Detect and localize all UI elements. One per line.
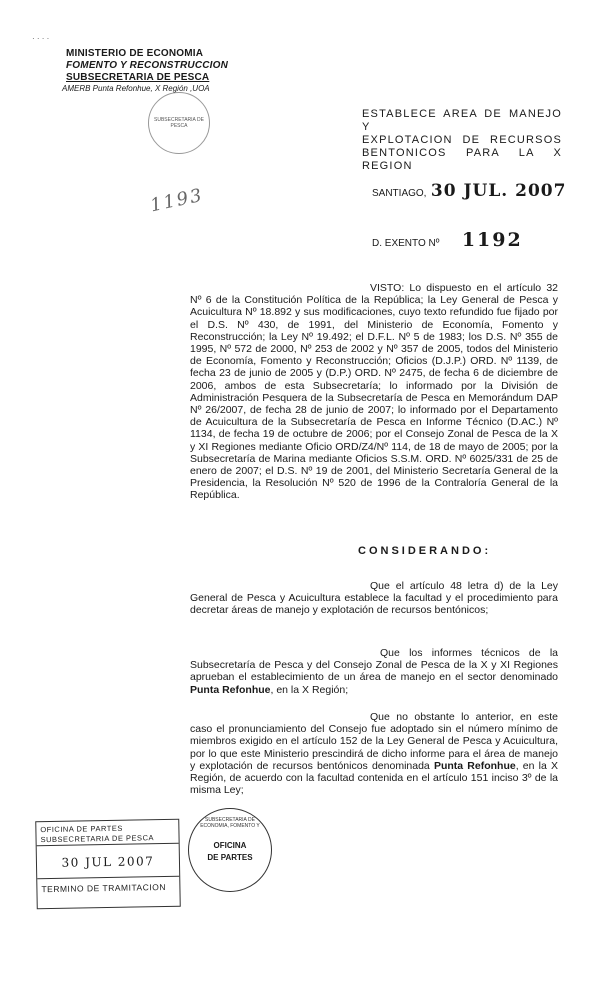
ministry-line-2: FOMENTO Y RECONSTRUCCION (66, 60, 229, 71)
date-value: 30 JUL. 2007 (430, 181, 567, 201)
subject-line-3: BENTONICOS PARA LA X REGION (362, 147, 562, 172)
considerando-p3-bold: Punta Refonhue (433, 759, 516, 772)
considerando-p1 (190, 580, 558, 617)
ministry-seal (148, 92, 210, 154)
subject-block (362, 108, 562, 173)
decree-number: 1192 (461, 229, 523, 251)
considerando-heading: CONSIDERANDO: (358, 545, 492, 557)
considerando-p3-pre: Que no obstante lo anterior, en este caso el pronunciamiento del Consejo fue adoptado sin el número mínimo de miembros exigido en el artículo 152 de la Ley General de Pesca y Acuicultura, por lo que este Ministerio prescindirá de dicho informe para el área de manejo y explotación de recursos bentónicos denominada (190, 711, 558, 772)
reception-stamp (35, 819, 181, 909)
considerando-p2-pre: Que los informes técnicos de la Subsecretaría de Pesca y del Consejo Zonal de Pesca de la X y XI Regiones aprueban el establecimiento de un área de manejo en el sector denominado (190, 647, 558, 684)
top-marks: · · · · (32, 34, 50, 43)
decree-line (372, 229, 523, 251)
reception-stamp-line-3: TERMINO DE TRAMITACION (41, 881, 166, 895)
considerando-p3 (190, 711, 558, 796)
reception-stamp-line-2: SUBSECRETARIA DE PESCA (36, 832, 178, 846)
ministry-line-4: AMERB Punta Refonhue, X Región ,UOA (62, 84, 210, 93)
oficina-partes-seal-center-1: OFICINA (213, 841, 247, 850)
handwritten-side-number: 1193 (148, 184, 206, 217)
reception-stamp-line-1: OFICINA DE PARTES (40, 823, 123, 835)
ministry-seal-text: SUBSECRETARIA DE PESCA (154, 117, 204, 129)
subject-line-1: ESTABLECE AREA DE MANEJO Y (362, 108, 562, 133)
visto-text: VISTO: Lo dispuesto en el artículo 32 Nº 6 de la Constitución Política de la República; la Ley General de Pesca y Acuicultura Nº 18.892 y sus modificaciones, cuyo texto refundido fue fijado por el D.S. Nº 430, de 1991, del Ministerio de Economía, Fomento y Reconstrucción; la Ley Nº 19.492; el D.F.L. Nº 5 de 1983; los D.S. Nº 355 de 1995, Nº 572 de 2000, Nº 253 de 2002 y Nº 357 de 2005, todos del Ministerio de Economía, Fomento y Reconstrucción; Oficios (D.J.P.) ORD. Nº 1139, de fecha 23 de junio de 2005 y (D.P.) ORD. Nº 2475, de fecha 6 de diciembre de 2006, ambos de esta Subsecretaría; lo informado por la División de Administración Pesquera de la Subsecretaría de Pesca en Memorándum DAP Nº 26/2007, de fecha 28 de junio de 2007; lo informado por el Departamento de Acuicultura de la Subsecretaría de Pesca en Informe Técnico (D.AC.) Nº 1134, de fecha 19 de octubre de 2006; por el Consejo Zonal de Pesca de la X y XI Regiones mediante Oficio ORD/Z4/Nº 114, de 18 de mayo de 2005; por la Subsecretaría de Marina mediante Oficios S.S.M. ORD. Nº 6025/331 de 25 de enero de 2007; el D.S. Nº 19 de 2001, del Ministerio Secretaría General de la Presidencia, la Resolución Nº 520 de 1996 de la Contraloría General de la República. (190, 282, 558, 502)
considerando-p2-post: , en la X Región; (270, 683, 349, 696)
ministry-line-3: SUBSECRETARIA DE PESCA (66, 72, 210, 83)
reception-stamp-date: 30 JUL 2007 (37, 844, 180, 879)
date-label: SANTIAGO, (372, 188, 427, 199)
visto-paragraph (190, 282, 558, 502)
ministry-line-1: MINISTERIO DE ECONOMIA (66, 48, 204, 59)
date-line (372, 181, 566, 201)
oficina-partes-seal (188, 808, 272, 892)
subject-line-2: EXPLOTACION DE RECURSOS (362, 134, 562, 146)
considerando-p1-text: Que el artículo 48 letra d) de la Ley General de Pesca y Acuicultura establece la facultad y el procedimiento para decretar áreas de manejo y explotación de recursos bentónicos; (190, 580, 558, 617)
considerando-p2-bold: Punta Refonhue (190, 683, 271, 696)
decree-label: D. EXENTO Nº (372, 238, 440, 249)
considerando-p2 (190, 647, 558, 696)
oficina-partes-seal-top: SUBSECRETARIA DE ECONOMIA, FOMENTO Y (200, 817, 260, 829)
oficina-partes-seal-center-2: DE PARTES (207, 853, 253, 862)
considerando-p3-post: , en la X Región, de acuerdo con la facultad contenida en el artículo 151 inciso 3º de la misma Ley; (190, 759, 558, 797)
